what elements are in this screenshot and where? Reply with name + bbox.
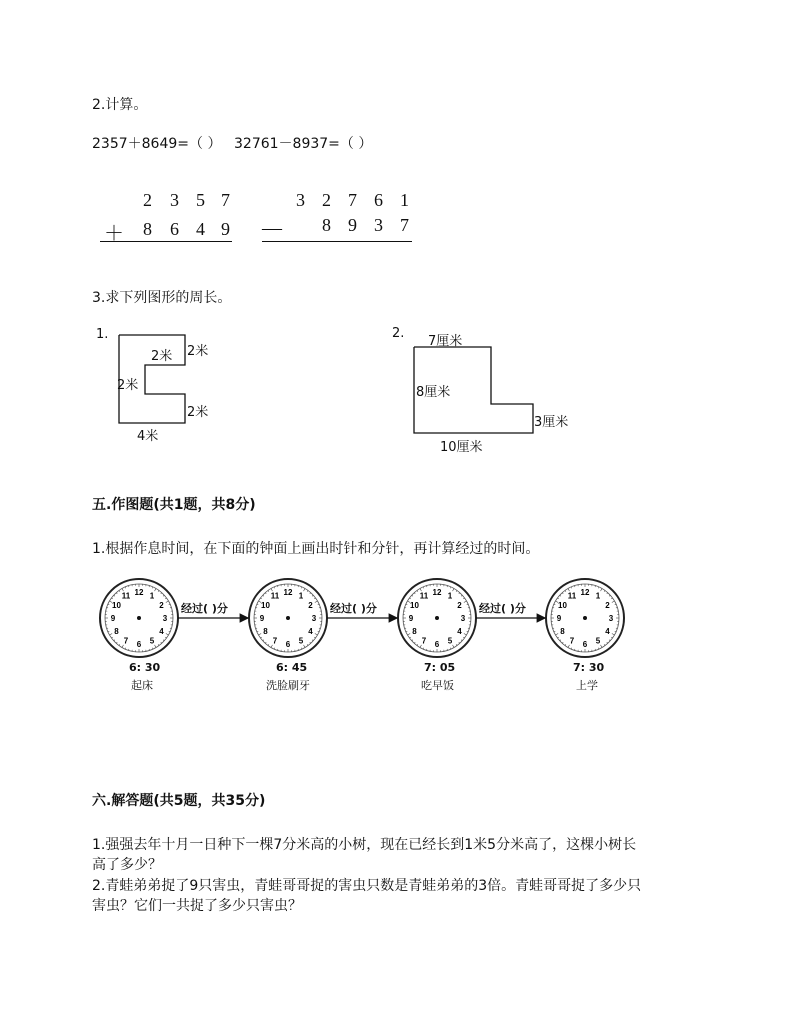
digit: 5 (196, 190, 205, 210)
dial-number: 6 (136, 640, 142, 649)
section-5-title: 五.作图题(共1题，共8分) (92, 497, 256, 513)
digit: 2 (322, 190, 331, 210)
dial-number: 1 (298, 591, 304, 601)
dial-number: 4 (159, 627, 164, 636)
dial-number: 6 (434, 640, 440, 649)
section-6-q1-line-2: 高了多少？ (92, 857, 162, 873)
label-top-inner: 2米 (151, 349, 173, 364)
clock-time-label: 7: 30 (573, 661, 605, 674)
clock-face (249, 579, 327, 657)
clock-center-dot (137, 616, 141, 620)
clock-time-label: 6: 30 (129, 661, 161, 674)
dial-number: 7 (421, 636, 427, 646)
figure-number: 2. (392, 326, 405, 341)
digit: 9 (348, 215, 357, 235)
dial-number: 4 (605, 627, 610, 636)
dial-number: 5 (149, 636, 155, 646)
dial-number: 11 (121, 591, 131, 601)
dial-number: 12 (432, 588, 442, 597)
clock-activity-label: 吃早饭 (421, 679, 454, 692)
dial-number: 3 (608, 614, 614, 623)
q2-expression-sub: 32761－8937=（ ） (234, 136, 373, 152)
label-bottom-right: 2米 (187, 405, 209, 420)
dial-number: 1 (149, 591, 155, 601)
dial-number: 7 (569, 636, 575, 646)
dial-number: 2 (605, 601, 610, 610)
dial-number: 3 (311, 614, 317, 623)
clock-time-label: 7: 05 (424, 661, 456, 674)
plus-sign: ＋ (104, 223, 124, 245)
clock-face (398, 579, 476, 657)
clock-center-dot (583, 616, 587, 620)
clock-activity-label: 洗脸刷牙 (266, 679, 310, 692)
dial-number: 8 (560, 627, 565, 636)
section-5-question-1: 1.根据作息时间，在下面的钟面上画出时针和分针，再计算经过的时间。 (92, 541, 540, 557)
digit: 8 (143, 219, 152, 239)
clock-time-label: 6: 45 (276, 661, 308, 674)
clock-face (100, 579, 178, 657)
dial-number: 1 (447, 591, 453, 601)
dial-number: 3 (162, 614, 168, 623)
clock-diagram (95, 572, 635, 694)
label-top-right: 2米 (187, 344, 209, 359)
q2-heading: 2.计算。 (92, 97, 148, 113)
section-6-q2-line-1: 2.青蛙弟弟捉了9只害虫，青蛙哥哥捉的害虫只数是青蛙弟弟的3倍。青蛙哥哥捉了多少只 (92, 878, 642, 894)
label-bottom: 4米 (137, 429, 159, 444)
clock-activity-label: 上学 (576, 679, 598, 692)
label-right: 3厘米 (534, 415, 569, 430)
digit: 7 (221, 190, 230, 210)
digit: 6 (170, 219, 179, 239)
dial-number: 9 (556, 614, 562, 623)
clock-face (546, 579, 624, 657)
dial-number: 11 (567, 591, 577, 601)
dial-number: 3 (460, 614, 466, 623)
digit: 1 (400, 190, 409, 210)
dial-number: 5 (447, 636, 453, 646)
digit: 3 (296, 190, 305, 210)
dial-number: 5 (298, 636, 304, 646)
label-left-notch: 2米 (117, 378, 139, 393)
dial-number: 11 (270, 591, 280, 601)
arrow-label: 经过( )分 (181, 602, 228, 615)
dial-number: 2 (457, 601, 462, 610)
clock-center-dot (286, 616, 290, 620)
dial-number: 9 (259, 614, 265, 623)
dial-number: 4 (457, 627, 462, 636)
digit: 3 (170, 190, 179, 210)
label-top: 7厘米 (428, 334, 463, 349)
difference-line (262, 241, 412, 242)
section-6-q2-line-2: 害虫？它们一共捉了多少只害虫？ (92, 898, 302, 914)
dial-number: 12 (580, 588, 590, 597)
dial-number: 9 (408, 614, 414, 623)
dial-number: 7 (272, 636, 278, 646)
digit: 7 (400, 215, 409, 235)
dial-number: 6 (582, 640, 588, 649)
digit: 3 (374, 215, 383, 235)
section-6-title: 六.解答题(共5题，共35分) (92, 793, 266, 809)
digit: 2 (143, 190, 152, 210)
digit: 9 (221, 219, 230, 239)
dial-number: 2 (308, 601, 313, 610)
digit: 4 (196, 219, 205, 239)
arrow-label: 经过( )分 (330, 602, 377, 615)
dial-number: 10 (410, 601, 419, 610)
dial-number: 12 (134, 588, 144, 597)
dial-number: 1 (595, 591, 601, 601)
q3-heading: 3.求下列图形的周长。 (92, 290, 232, 306)
minus-sign: — (262, 217, 282, 239)
dial-number: 5 (595, 636, 601, 646)
dial-number: 7 (123, 636, 129, 646)
clock-activity-label: 起床 (131, 679, 153, 692)
dial-number: 8 (114, 627, 119, 636)
arrow-label: 经过( )分 (479, 602, 526, 615)
digit: 7 (348, 190, 357, 210)
label-left: 8厘米 (416, 385, 451, 400)
dial-number: 8 (263, 627, 268, 636)
digit: 6 (374, 190, 383, 210)
dial-number: 4 (308, 627, 313, 636)
dial-number: 11 (419, 591, 429, 601)
section-6-q1-line-1: 1.强强去年十月一日种下一棵7分米高的小树，现在已经长到1米5分米高了，这棵小树长 (92, 837, 637, 853)
dial-number: 10 (261, 601, 270, 610)
figure-number: 1. (96, 327, 109, 342)
digit: 8 (322, 215, 331, 235)
dial-number: 2 (159, 601, 164, 610)
dial-number: 6 (285, 640, 291, 649)
dial-number: 9 (110, 614, 116, 623)
dial-number: 10 (112, 601, 121, 610)
dial-number: 12 (283, 588, 293, 597)
dial-number: 8 (412, 627, 417, 636)
sum-line (100, 241, 232, 242)
q2-expression-add: 2357＋8649=（ ） (92, 136, 222, 152)
label-bottom: 10厘米 (440, 440, 483, 455)
dial-number: 10 (558, 601, 567, 610)
clock-center-dot (435, 616, 439, 620)
